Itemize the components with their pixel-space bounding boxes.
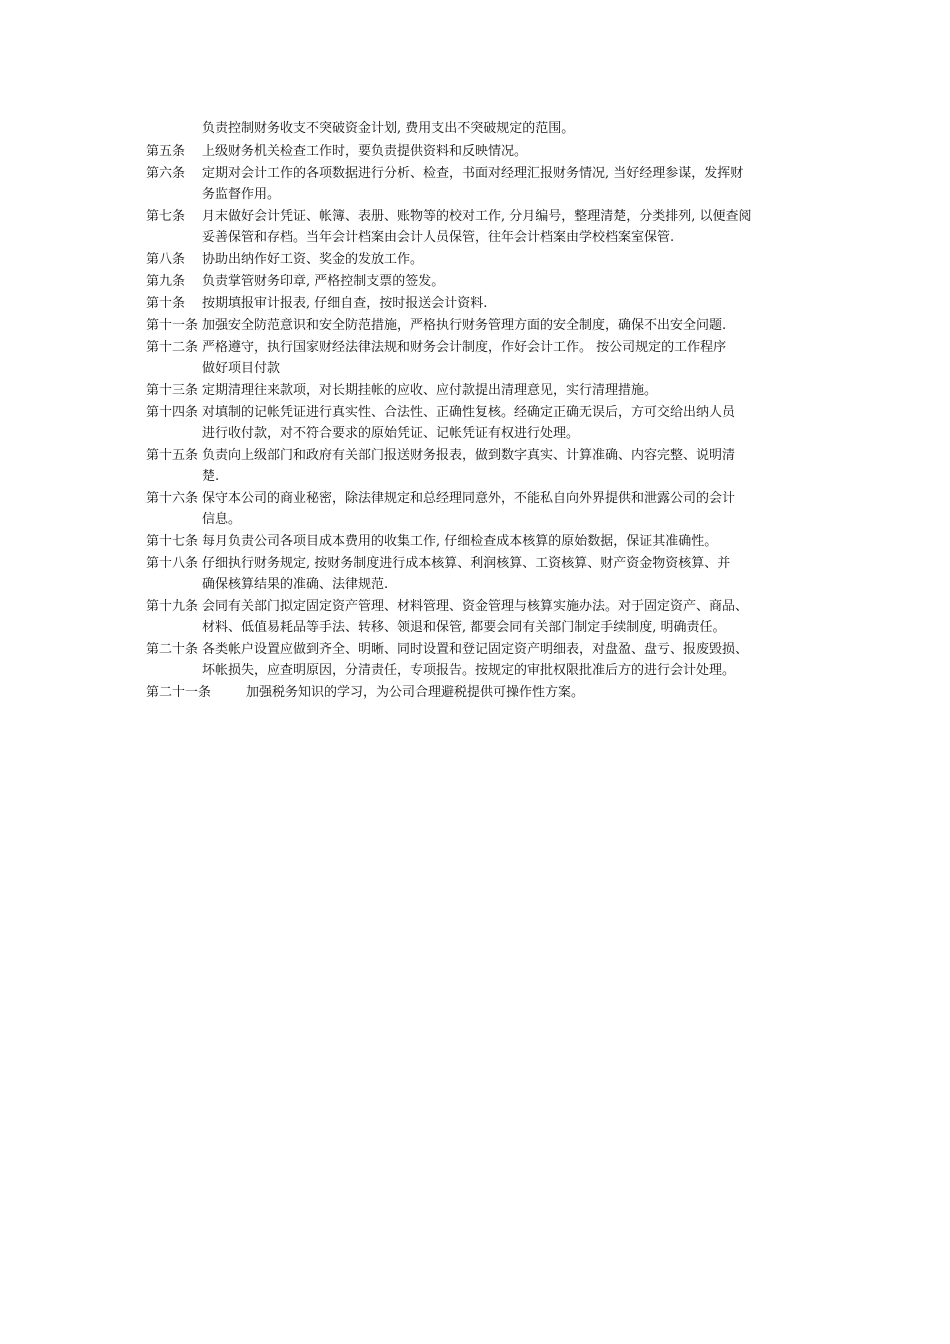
clause-text-line: 对填制的记帐凭证进行真实性、合法性、正确性复核。经确定正确无误后，方可交给出纳人员 — [202, 405, 736, 420]
clause-text-line: 定期清理往来款项，对长期挂帐的应收、应付款提出清理意见，实行清理措施。 — [202, 383, 658, 398]
clause-text-line: 加强税务知识的学习，为公司合理避税提供可操作性方案。 — [246, 685, 585, 700]
clause-text-line: 保守本公司的商业秘密，除法律规定和总经理同意外，不能私自向外界提供和泄露公司的会计 — [202, 491, 736, 506]
clause-number: 第十三条 — [146, 383, 199, 398]
clause-number: 第十九条 — [146, 599, 199, 614]
clause-item — [146, 315, 816, 336]
clause-text-line: 进行收付款，对不符合要求的原始凭证、记帐凭证有权进行处理。 — [202, 426, 580, 441]
clause-list — [146, 141, 816, 703]
clause-number: 第八条 — [146, 252, 186, 267]
clause-text-line: 严格遵守，执行国家财经法律法规和财务会计制度，作好会计工作。 按公司规定的工作程序 — [202, 340, 727, 355]
clause-number: 第十八条 — [146, 556, 199, 571]
clause-text-line: 按期填报审计报表, 仔细自查，按时报送会计资料. — [202, 296, 488, 311]
clause-text-line: 每月负责公司各项目成本费用的收集工作, 仔细检查成本核算的原始数据，保证其准确性。 — [202, 534, 718, 549]
clause-text-line: 加强安全防范意识和安全防范措施，严格执行财务管理方面的安全制度，确保不出安全问题. — [202, 318, 727, 333]
clause-text-line: 协助出纳作好工资、奖金的发放工作。 — [202, 252, 424, 267]
clause-item — [146, 402, 816, 444]
clause-text-line: 坏帐损失，应查明原因，分清责任，专项报告。按规定的审批权限批准后方的进行会计处理。 — [202, 663, 736, 678]
clause-text-line: 负责向上级部门和政府有关部门报送财务报表，做到数字真实、计算准确、内容完整、说明清 — [202, 448, 736, 463]
clause-text-line: 妥善保管和存档。当年会计档案由会计人员保管，往年会计档案由学校档案室保管. — [202, 230, 675, 245]
clause-text-line: 仔细执行财务规定, 按财务制度进行成本核算、利润核算、工资核算、财产资金物资核算、并 — [202, 556, 731, 571]
clause-text-line: 确保核算结果的准确、法律规范. — [202, 577, 389, 592]
clause-number: 第十条 — [146, 296, 186, 311]
clause-number: 第五条 — [146, 144, 186, 159]
clause-item — [146, 596, 816, 638]
clause-number: 第九条 — [146, 274, 186, 289]
clause-item — [146, 337, 816, 379]
clause-number: 第二十一条 — [146, 685, 212, 700]
intro-line: 负责控制财务收支不突破资金计划, 费用支出不突破规定的范围。 — [202, 121, 575, 136]
clause-item — [146, 639, 816, 681]
clause-item — [146, 531, 816, 552]
clause-item — [146, 445, 816, 487]
clause-text-line: 做好项目付款 — [202, 361, 281, 376]
clause-number: 第十六条 — [146, 491, 199, 506]
clause-text-line: 各类帐户设置应做到齐全、明晰、同时设置和登记固定资产明细表，对盘盈、盘亏、报废毁损、 — [202, 642, 749, 657]
clause-item — [146, 163, 816, 205]
clause-number: 第十五条 — [146, 448, 199, 463]
clause-number: 第十七条 — [146, 534, 199, 549]
clause-item — [146, 141, 816, 162]
clause-number: 第十二条 — [146, 340, 199, 355]
clause-item — [146, 488, 816, 530]
clause-text-line: 会同有关部门拟定固定资产管理、材料管理、资金管理与核算实施办法。对于固定资产、商品、 — [202, 599, 749, 614]
clause-text-line: 楚. — [202, 469, 220, 484]
clause-text-line: 上级财务机关检查工作时，要负责提供资料和反映情况。 — [202, 144, 528, 159]
clause-item — [146, 553, 816, 595]
clause-item — [146, 206, 816, 248]
clause-number: 第七条 — [146, 209, 186, 224]
clause-item — [146, 682, 816, 703]
document-body — [146, 118, 816, 704]
clause-text-line: 月末做好会计凭证、帐簿、表册、账物等的校对工作, 分月编号，整理清楚，分类排列, 以便查阅 — [202, 209, 752, 224]
clause-number: 第二十条 — [146, 642, 199, 657]
clause-item — [146, 293, 816, 314]
clause-text-line: 信息。 — [202, 512, 242, 527]
clause-item — [146, 380, 816, 401]
clause-text-line: 定期对会计工作的各项数据进行分析、检查，书面对经理汇报财务情况, 当好经理参谋，发挥财 — [202, 166, 744, 181]
clause-text-line: 务监督作用。 — [202, 187, 281, 202]
clause-text-line: 负责掌管财务印章, 严格控制支票的签发。 — [202, 274, 445, 289]
clause-item — [146, 271, 816, 292]
clause-number: 第六条 — [146, 166, 186, 181]
clause-number: 第十一条 — [146, 318, 199, 333]
clause-number: 第十四条 — [146, 405, 199, 420]
clause-item — [146, 249, 816, 270]
clause-text-line: 材料、低值易耗品等手法、转移、领退和保管, 都要会同有关部门制定手续制度, 明确责任。 — [202, 620, 726, 635]
